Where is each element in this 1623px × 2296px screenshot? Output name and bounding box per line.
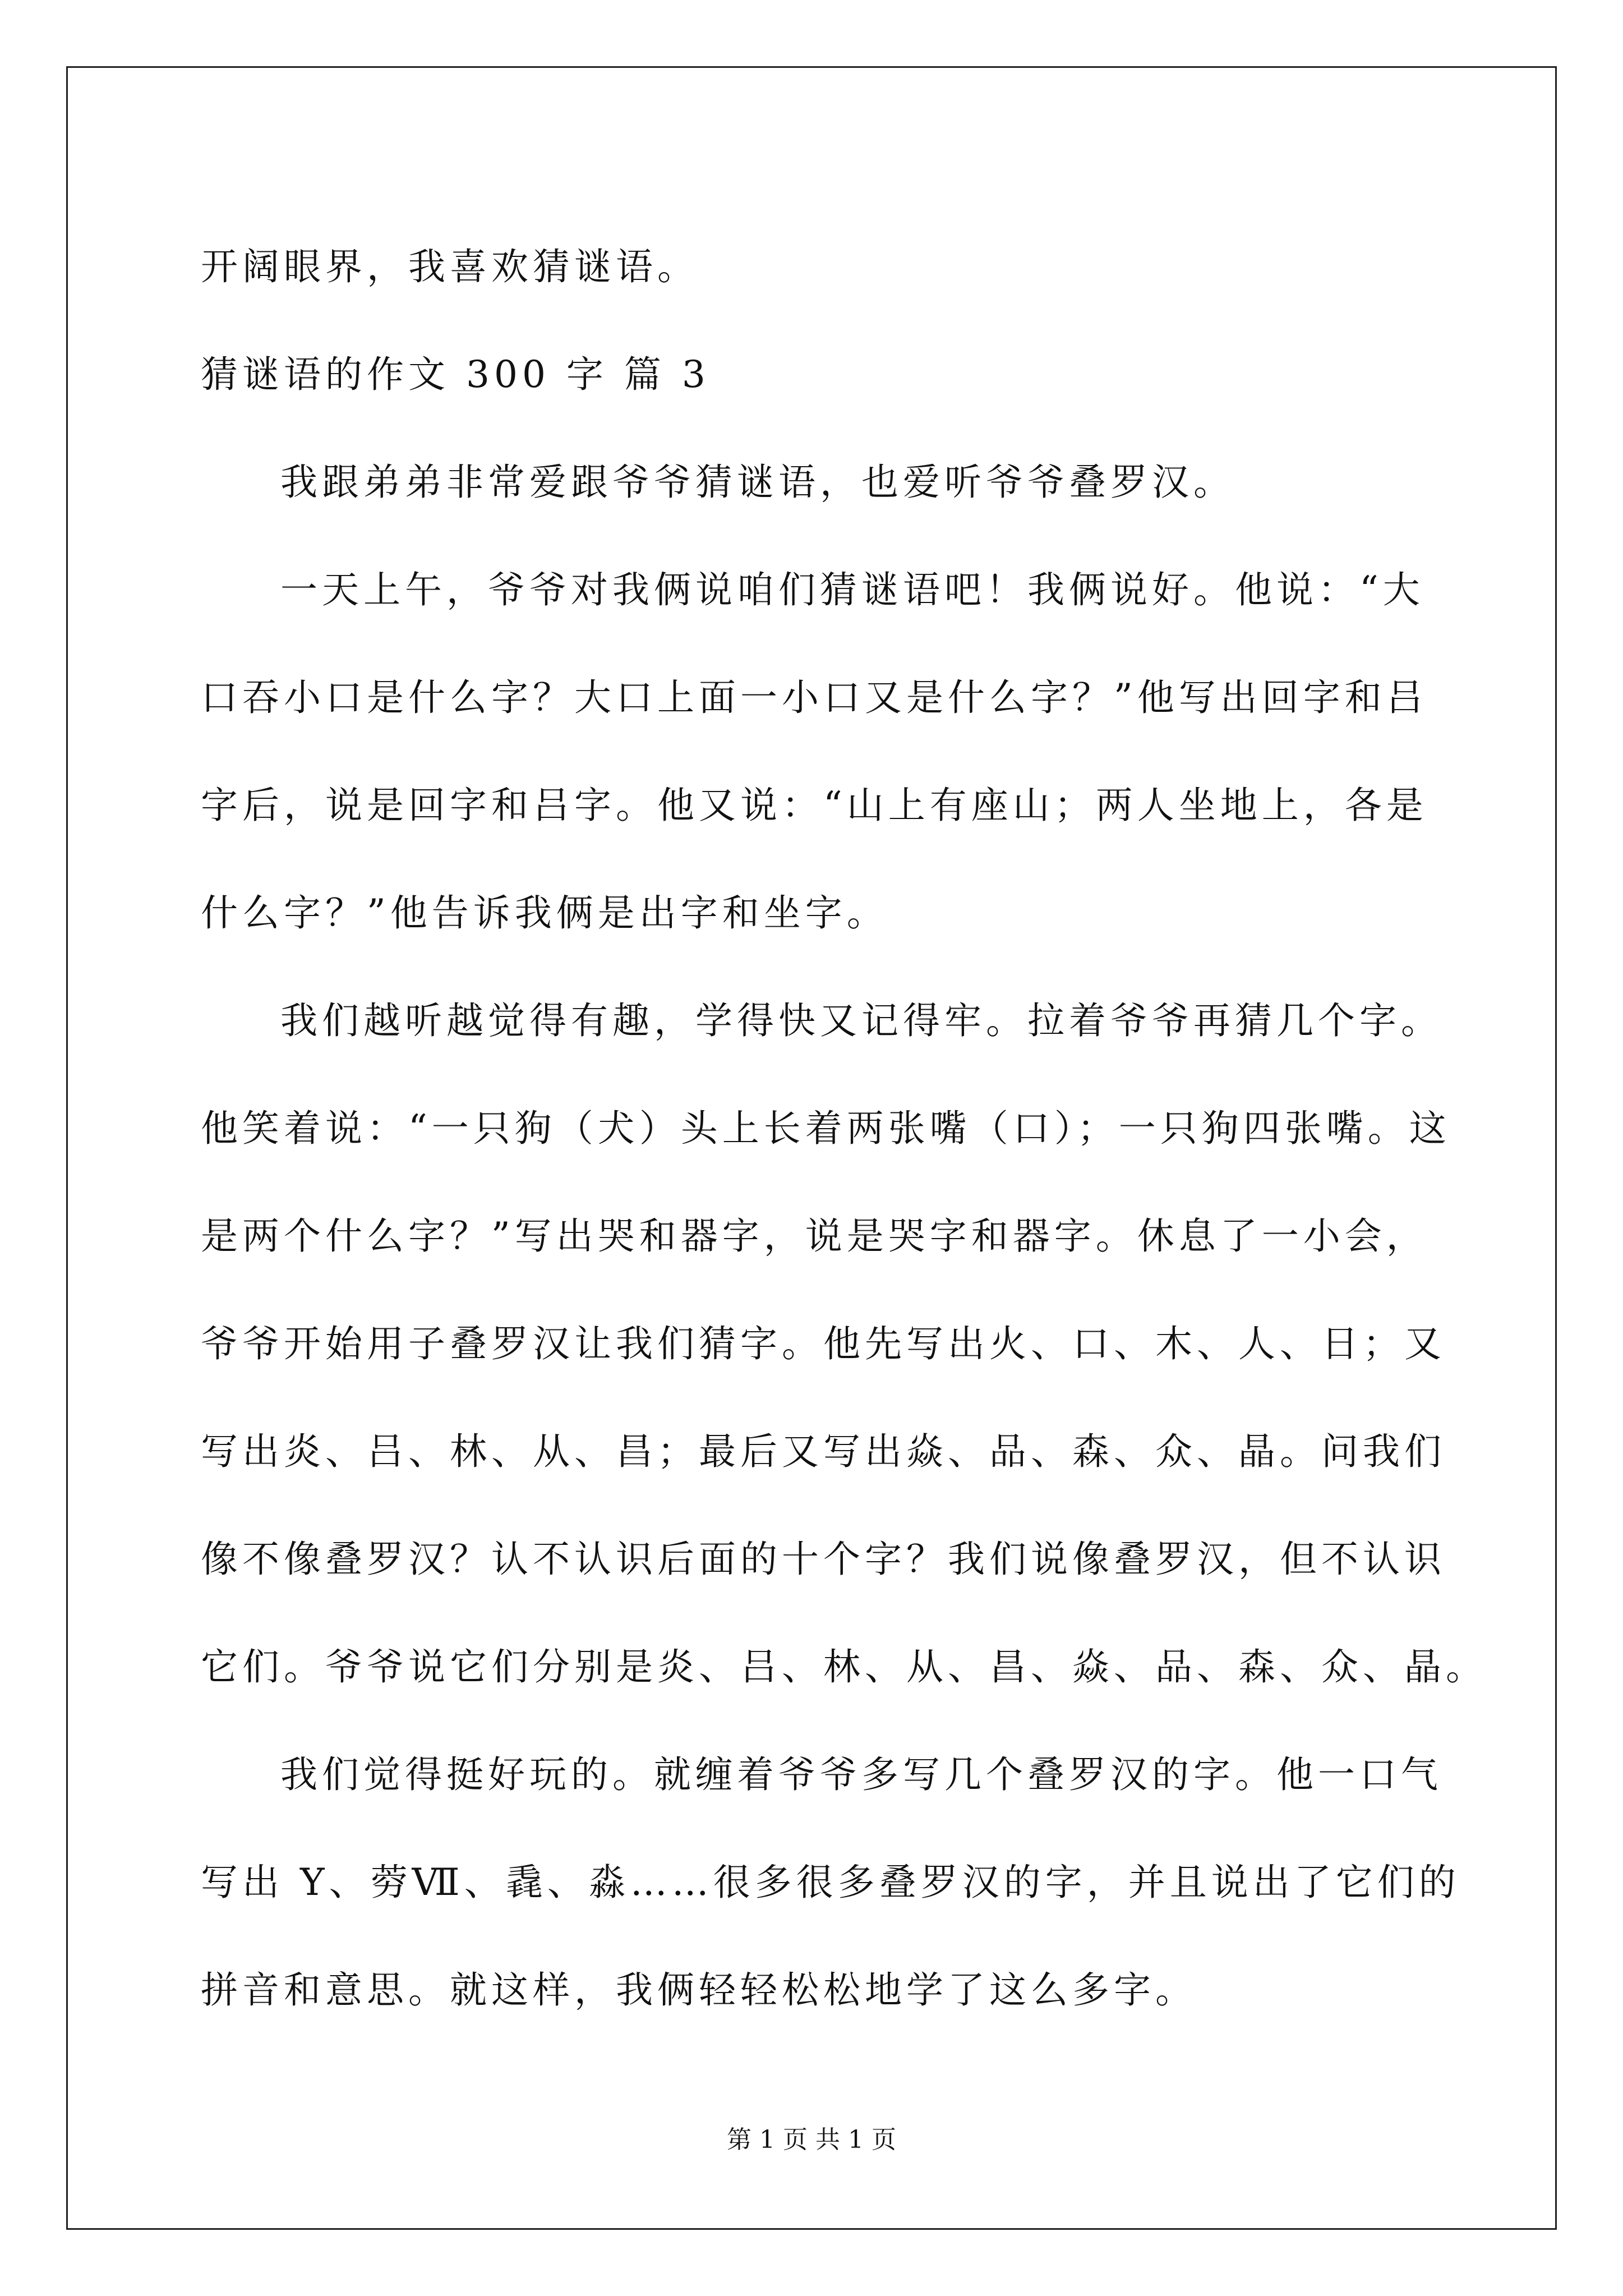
paragraph-line: 写出炎、吕、林、从、昌；最后又写出焱、品、森、众、晶。问我们 — [201, 1430, 1446, 1473]
paragraph-line: 什么字？”他告诉我俩是出字和坐字。 — [201, 891, 888, 935]
text-line: 开阔眼界，我喜欢猜谜语。 — [201, 245, 699, 288]
paragraph-line: 口吞小口是什么字？大口上面一小口又是什么字？”他写出回字和吕 — [201, 676, 1428, 719]
page-number-footer: 第 1 页 共 1 页 — [727, 2125, 896, 2154]
paragraph-line: 他笑着说：“一只狗（犬）头上长着两张嘴（口）；一只狗四张嘴。这 — [201, 1107, 1451, 1150]
paragraph-line: 我跟弟弟非常爱跟爷爷猜谜语，也爱听爷爷叠罗汉。 — [280, 461, 1235, 504]
paragraph-line: 一天上午，爷爷对我俩说咱们猜谜语吧！我俩说好。他说：“大 — [280, 568, 1424, 611]
section-heading: 猜谜语的作文 300 字 篇 3 — [201, 353, 710, 396]
paragraph-line: 像不像叠罗汉？认不认识后面的十个字？我们说像叠罗汉，但不认识 — [201, 1538, 1446, 1581]
paragraph-line: 我们越听越觉得有趣，学得快又记得牢。拉着爷爷再猜几个字。 — [280, 999, 1442, 1042]
paragraph-line: 拼音和意思。就这样，我俩轻轻松松地学了这么多字。 — [201, 1968, 1197, 2012]
paragraph-line: 是两个什么字？”写出哭和器字，说是哭字和器字。休息了一小会， — [201, 1214, 1428, 1258]
paragraph-line: 爷爷开始用子叠罗汉让我们猜字。他先写出火、口、木、人、日；又 — [201, 1322, 1446, 1365]
paragraph-line: 字后，说是回字和吕字。他又说：“山上有座山；两人坐地上，各是 — [201, 784, 1428, 827]
paragraph-line: 我们觉得挺好玩的。就缠着爷爷多写几个叠罗汉的字。他一口气 — [280, 1753, 1442, 1796]
document-body — [201, 213, 1487, 2044]
paragraph-line: 它们。爷爷说它们分别是炎、吕、林、从、昌、焱、品、森、众、晶。 — [201, 1645, 1487, 1688]
paragraph-line: 写出 Y、䓖Ⅶ、毳、淼……很多很多叠罗汉的字，并且说出了它们的 — [201, 1861, 1460, 1904]
